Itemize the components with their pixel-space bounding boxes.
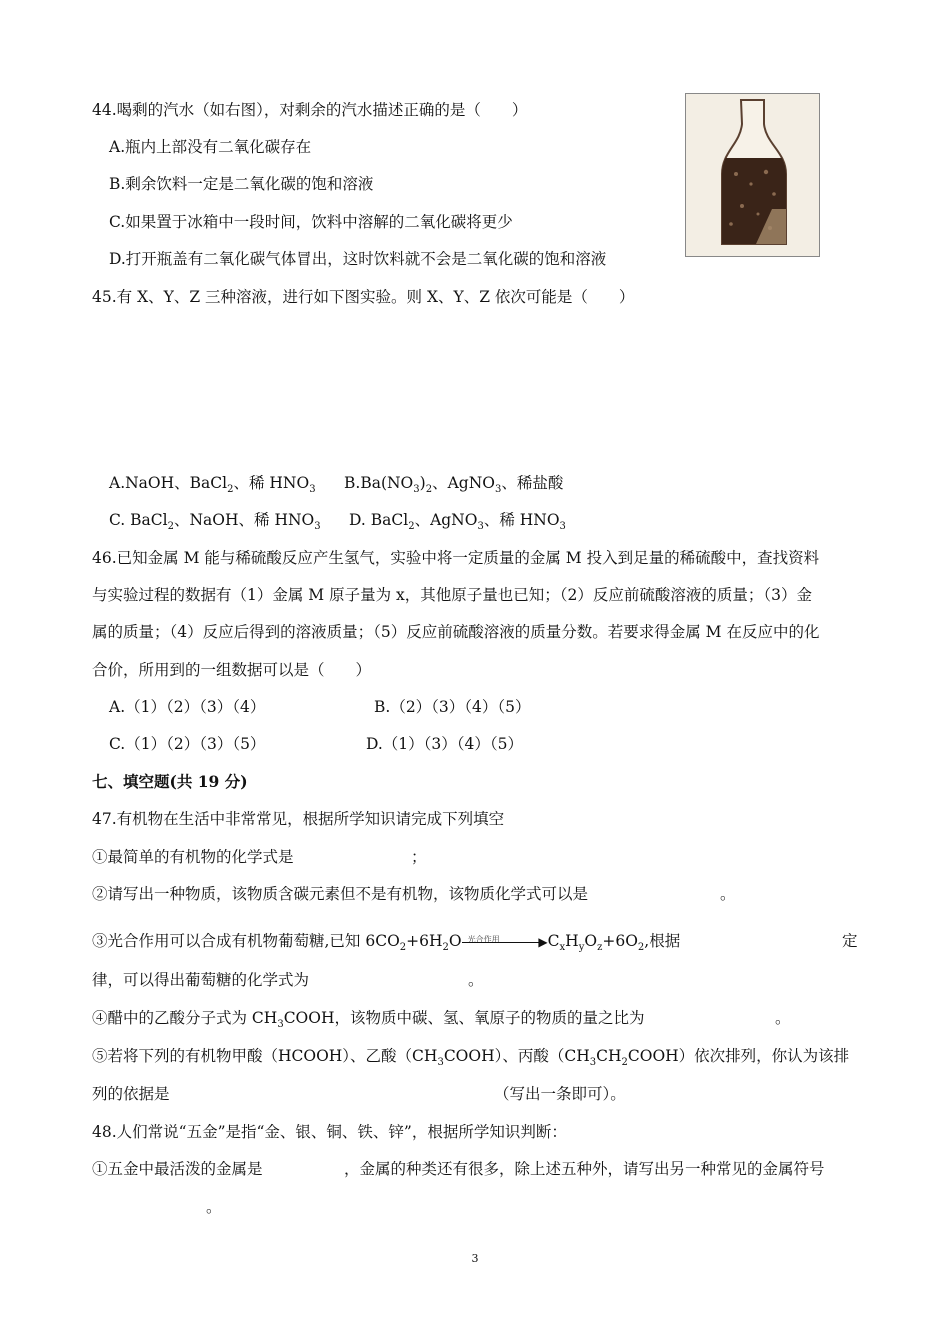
q48-line-1: ①五金中最活泼的金属是 <box>92 1160 263 1178</box>
q47-line-2-end: 。 <box>720 885 736 903</box>
q47-stem: 47.有机物在生活中非常常见，根据所学知识请完成下列填空 <box>92 810 505 828</box>
q47-line-5-note: （写出一条即可）。 <box>494 1085 626 1103</box>
q46-line-1: 46.已知金属 M 能与稀硫酸反应产生氢气，实验中将一定质量的金属 M 投入到足量的稀硫酸中，查找资料 <box>92 549 820 567</box>
soda-bottle-image <box>685 93 820 257</box>
q47-line-1-end: ； <box>411 848 427 866</box>
q44-option-c: C.如果置于冰箱中一段时间，饮料中溶解的二氧化碳将更少 <box>109 213 513 231</box>
q47-line-5-cont: 列的依据是 <box>92 1085 170 1103</box>
q48-stem: 48.人们常说“五金”是指“金、银、铜、铁、锌”，根据所学知识判断： <box>92 1123 567 1141</box>
q46-option-c: C.（1）（2）（3）（5） <box>109 735 266 753</box>
q44-stem: 44.喝剩的汽水（如右图），对剩余的汽水描述正确的是（ ） <box>92 101 528 119</box>
reaction-arrow: 光合作用 ▶ <box>462 935 548 949</box>
q47-line-3-cont: 律，可以得出葡萄糖的化学式为 <box>92 971 310 989</box>
q47-line-2: ②请写出一种物质，该物质含碳元素但不是有机物，该物质化学式可以是 <box>92 885 589 903</box>
q48-line-1-mid: ，金属的种类还有很多，除上述五种外，请写出另一种常见的金属符号 <box>344 1160 825 1178</box>
q45-option-a: A.NaOH、BaCl$_2$、稀 $HNO_3$ <box>109 474 316 495</box>
q47-line-4-end: 。 <box>775 1009 791 1027</box>
q46-line-3: 属的质量；（4）反应后得到的溶液质量；（5）反应前硫酸溶液的质量分数。若要求得金属 M 在反应中的化 <box>92 623 820 641</box>
q47-line-3: ③光合作用可以合成有机物葡萄糖,已知 $6CO_2+6H_2O$ 光合作用 ▶ $C_xH_yO_z+6O_2$,根据 <box>92 932 681 953</box>
q48-line-1-end: 。 <box>206 1198 222 1216</box>
q47-line-5: ⑤若将下列的有机物甲酸（HCOOH）、乙酸$(CH_3COOH)$、丙酸$(CH_3CH_2COOH)$依次排列，你认为该排 <box>92 1047 850 1068</box>
q47-line-3-cont-end: 。 <box>468 971 484 989</box>
q45-stem: 45.有 X、Y、Z 三种溶液，进行如下图实验。则 X、Y、Z 依次可能是（ ） <box>92 288 635 306</box>
q45-option-d: D. BaCl$_2$、AgNO$_3$、稀 $HNO_3$ <box>349 511 566 532</box>
section-heading: 七、填空题(共 19 分) <box>92 772 248 791</box>
q47-line-4: ④醋中的乙酸分子式为 $CH_3COOH$，该物质中碳、氢、氧原子的物质的量之比为 <box>92 1009 645 1030</box>
q44-option-d: D.打开瓶盖有二氧化碳气体冒出，这时饮料就不会是二氧化碳的饱和溶液 <box>109 250 607 268</box>
q46-line-4: 合价，所用到的一组数据可以是（ ） <box>92 661 372 679</box>
q47-line-1: ①最简单的有机物的化学式是 <box>92 848 294 866</box>
q46-option-b: B.（2）（3）（4）（5） <box>374 698 531 716</box>
q44-option-a: A.瓶内上部没有二氧化碳存在 <box>109 138 312 156</box>
q46-line-2: 与实验过程的数据有（1）金属 M 原子量为 x，其他原子量也已知；（2）反应前硫酸溶液的质量；（3）金 <box>92 586 812 604</box>
q45-option-b: $B.Ba(NO_3)_2$、AgNO$_3$、稀盐酸 <box>344 474 564 495</box>
bottle-icon <box>686 94 819 256</box>
q46-option-a: A.（1）（2）（3）（4） <box>109 698 266 716</box>
page-number: 3 <box>471 1252 479 1265</box>
q47-line-3-end: 定 <box>842 932 858 950</box>
q45-option-c: C. BaCl$_2$、NaOH、稀 $HNO_3$ <box>109 511 321 532</box>
q46-option-d: D.（1）（3）（4）（5） <box>366 735 523 753</box>
q44-option-b: B.剩余饮料一定是二氧化碳的饱和溶液 <box>109 175 374 193</box>
